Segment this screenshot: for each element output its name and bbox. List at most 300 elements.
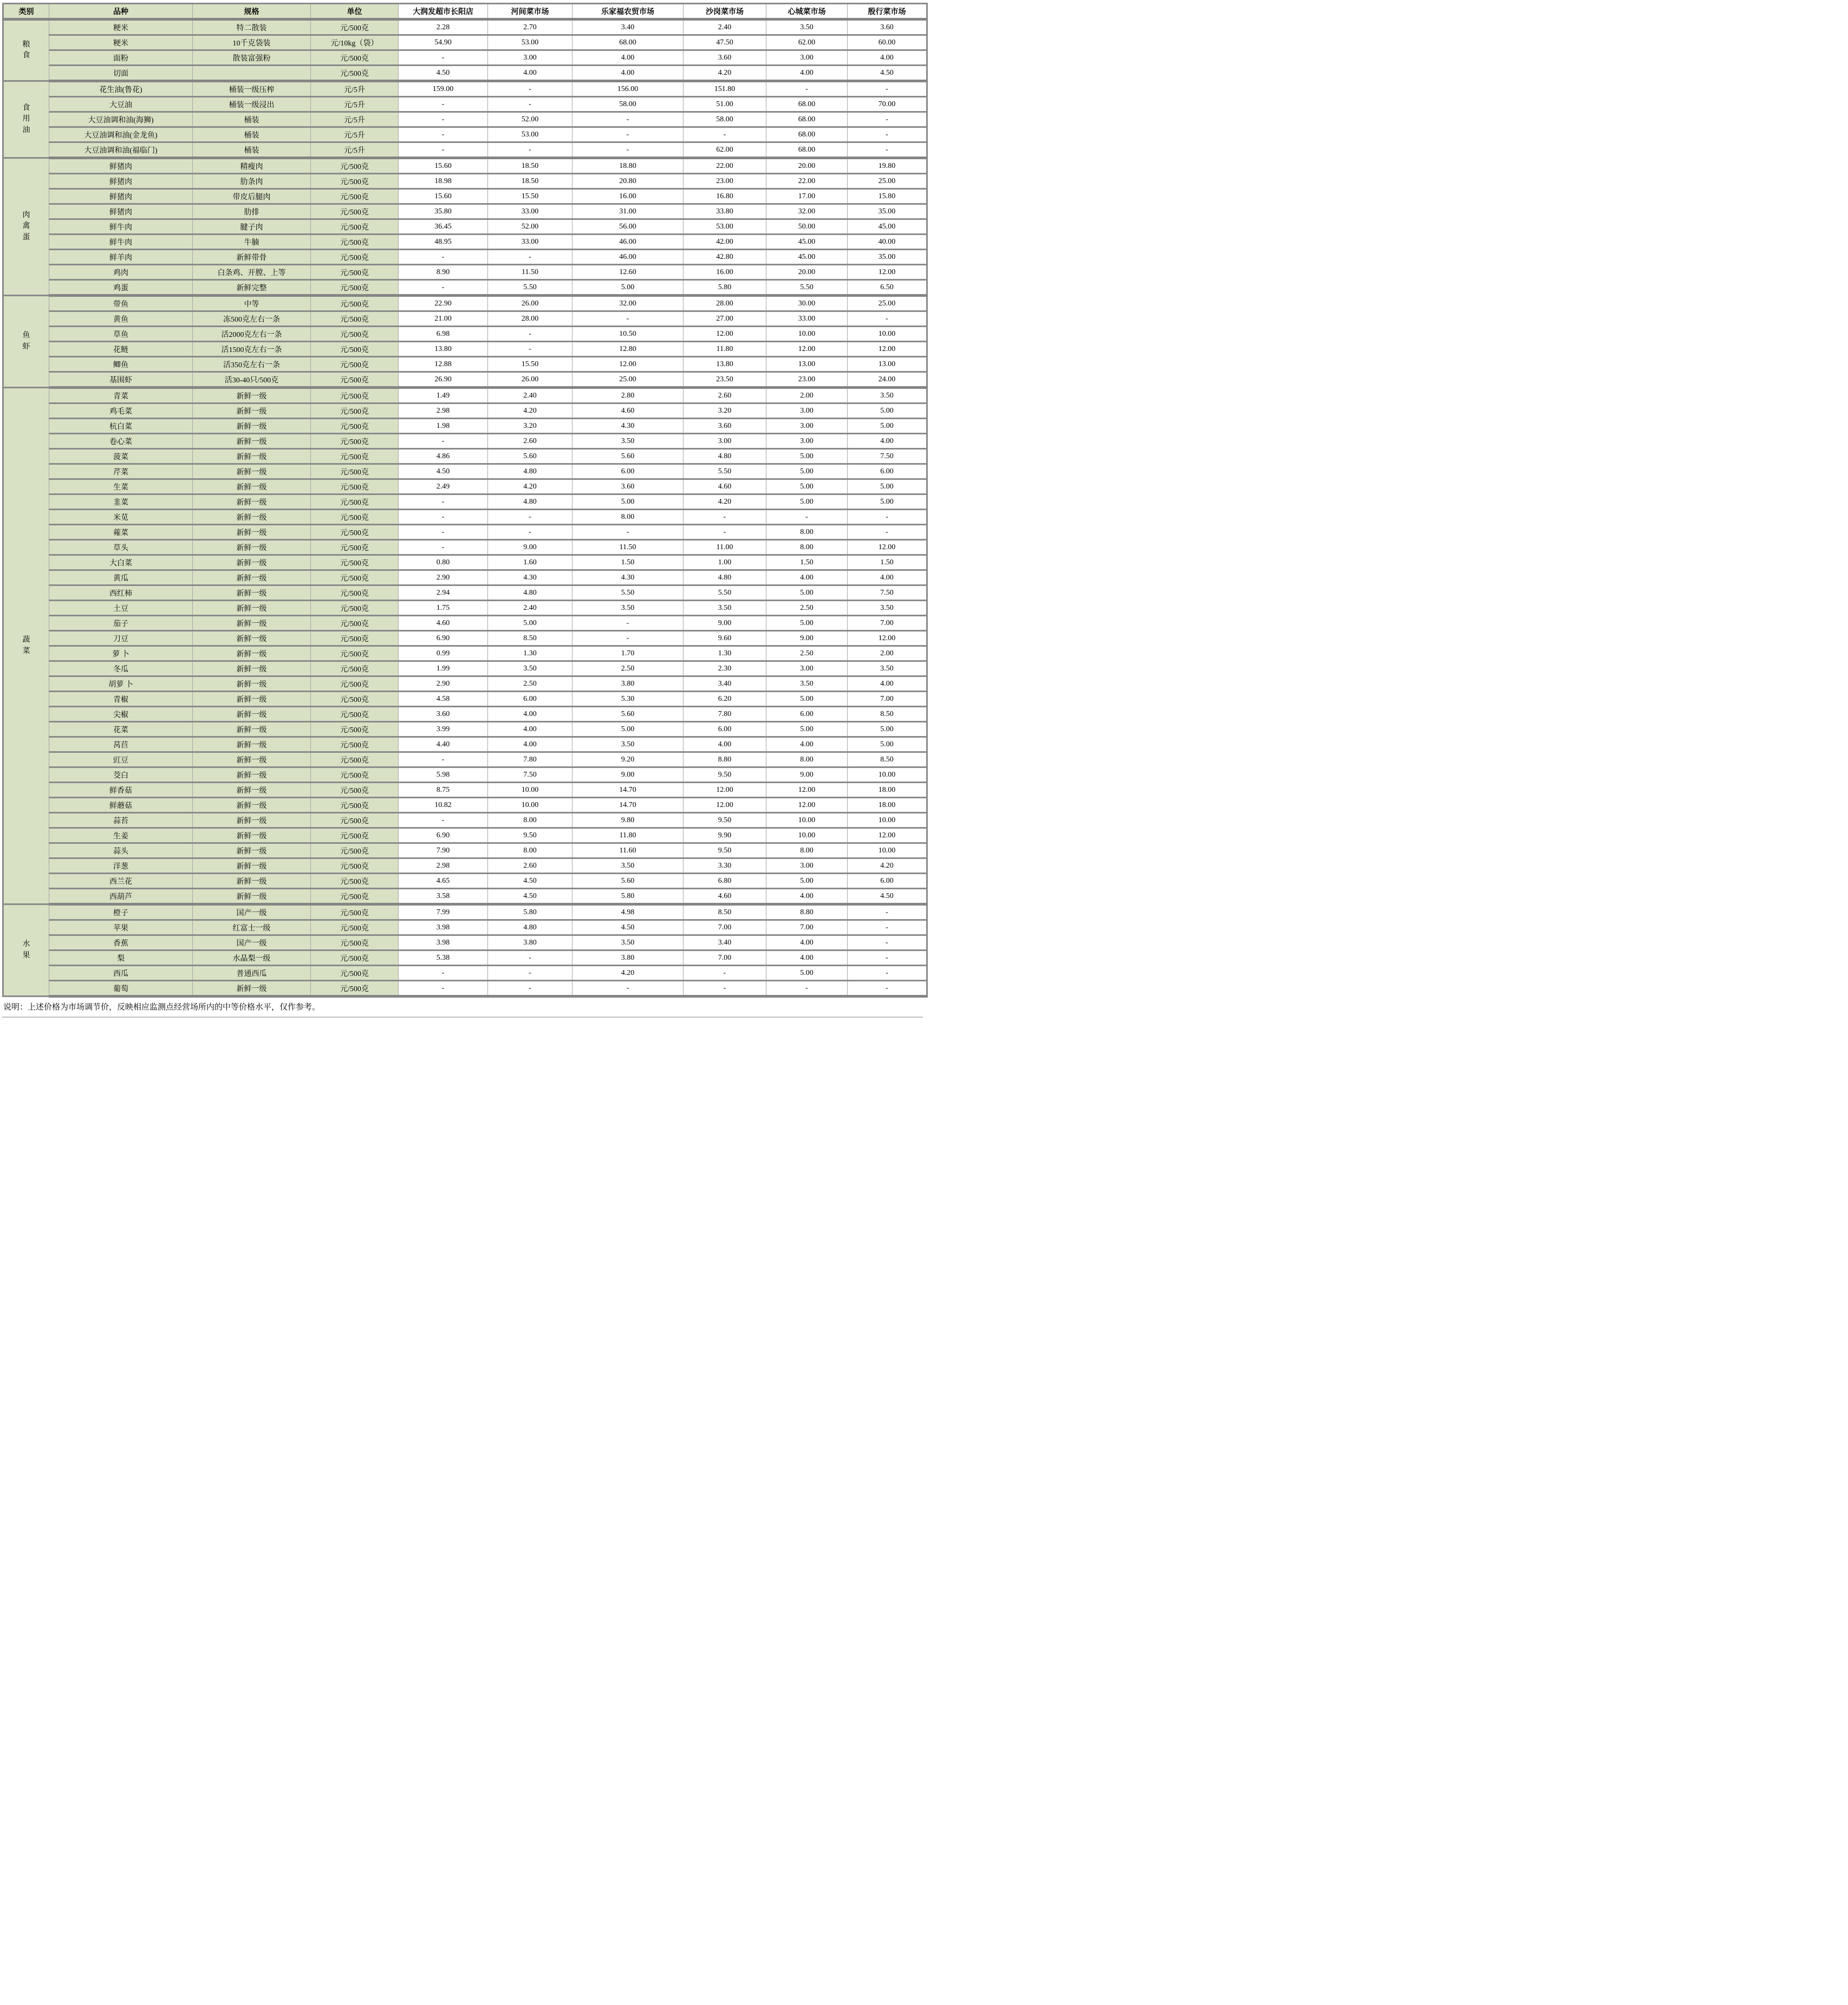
price-cell-market-5: 10.00 bbox=[766, 327, 848, 342]
price-cell-market-4: 5.80 bbox=[684, 280, 766, 296]
table-header-row bbox=[3, 4, 927, 19]
price-cell-market-3: 5.00 bbox=[572, 280, 684, 296]
column-header-10: 殷行菜市场 bbox=[848, 4, 927, 19]
product-cell: 青菜 bbox=[49, 388, 193, 403]
price-cell-market-1: - bbox=[399, 250, 488, 265]
price-cell-market-6: 8.50 bbox=[848, 707, 927, 722]
price-cell-market-6: 10.00 bbox=[848, 767, 927, 783]
spec-cell: 新鲜一级 bbox=[193, 676, 311, 692]
price-cell-market-5: 13.00 bbox=[766, 357, 848, 372]
table-row bbox=[3, 479, 927, 494]
product-cell: 鲜香菇 bbox=[49, 783, 193, 798]
price-cell-market-5: 12.00 bbox=[766, 342, 848, 357]
price-cell-market-2: - bbox=[488, 142, 572, 158]
price-cell-market-6: 5.00 bbox=[848, 494, 927, 510]
table-row bbox=[3, 874, 927, 889]
price-cell-market-5: 4.00 bbox=[766, 737, 848, 752]
unit-cell: 元/500克 bbox=[311, 767, 399, 783]
table-row bbox=[3, 783, 927, 798]
price-cell-market-1: 5.98 bbox=[399, 767, 488, 783]
price-cell-market-6: - bbox=[848, 981, 927, 997]
price-cell-market-6: 12.00 bbox=[848, 828, 927, 843]
table-row bbox=[3, 935, 927, 951]
price-cell-market-1: - bbox=[399, 127, 488, 142]
table-row bbox=[3, 464, 927, 479]
price-cell-market-2: - bbox=[488, 981, 572, 997]
price-cell-market-6: 5.00 bbox=[848, 479, 927, 494]
table-row bbox=[3, 66, 927, 81]
unit-cell: 元/500克 bbox=[311, 479, 399, 494]
price-cell-market-1: 0.99 bbox=[399, 646, 488, 661]
price-cell-market-4: - bbox=[684, 525, 766, 540]
price-cell-market-1: 4.50 bbox=[399, 464, 488, 479]
price-cell-market-2: 5.60 bbox=[488, 449, 572, 464]
price-cell-market-2: 4.80 bbox=[488, 920, 572, 935]
price-cell-market-4: 27.00 bbox=[684, 311, 766, 327]
price-cell-market-3: - bbox=[572, 311, 684, 327]
spec-cell: 新鲜一级 bbox=[193, 737, 311, 752]
unit-cell: 元/500克 bbox=[311, 342, 399, 357]
price-cell-market-4: - bbox=[684, 966, 766, 981]
price-cell-market-6: - bbox=[848, 127, 927, 142]
price-cell-market-2: 52.00 bbox=[488, 112, 572, 127]
price-cell-market-3: 5.60 bbox=[572, 449, 684, 464]
spec-cell: 新鲜一级 bbox=[193, 555, 311, 570]
table-row bbox=[3, 434, 927, 449]
price-cell-market-2: 53.00 bbox=[488, 35, 572, 50]
price-cell-market-4: 7.80 bbox=[684, 707, 766, 722]
unit-cell: 元/5升 bbox=[311, 97, 399, 112]
price-cell-market-1: - bbox=[399, 752, 488, 767]
price-cell-market-5: 9.00 bbox=[766, 631, 848, 646]
table-row bbox=[3, 525, 927, 540]
price-cell-market-4: 7.00 bbox=[684, 920, 766, 935]
unit-cell: 元/500克 bbox=[311, 66, 399, 81]
table-row bbox=[3, 158, 927, 174]
price-cell-market-1: 1.49 bbox=[399, 388, 488, 403]
unit-cell: 元/500克 bbox=[311, 858, 399, 874]
price-cell-market-4: 4.20 bbox=[684, 494, 766, 510]
column-header-1: 类别 bbox=[3, 4, 49, 19]
spec-cell: 新鲜一级 bbox=[193, 692, 311, 707]
price-cell-market-5: 45.00 bbox=[766, 250, 848, 265]
spec-cell: 牛腩 bbox=[193, 235, 311, 250]
price-cell-market-1: 3.98 bbox=[399, 920, 488, 935]
price-cell-market-3: 4.60 bbox=[572, 403, 684, 419]
spec-cell: 新鲜一级 bbox=[193, 828, 311, 843]
price-cell-market-6: 12.00 bbox=[848, 540, 927, 555]
price-cell-market-6: 12.00 bbox=[848, 342, 927, 357]
price-cell-market-5: 2.50 bbox=[766, 646, 848, 661]
price-cell-market-6: 7.50 bbox=[848, 449, 927, 464]
unit-cell: 元/500克 bbox=[311, 510, 399, 525]
price-cell-market-5: 22.00 bbox=[766, 174, 848, 189]
price-cell-market-3: 3.50 bbox=[572, 737, 684, 752]
spec-cell: 新鲜一级 bbox=[193, 783, 311, 798]
price-cell-market-1: 6.98 bbox=[399, 327, 488, 342]
product-cell: 大豆油调和油(福临门) bbox=[49, 142, 193, 158]
price-cell-market-2: 4.80 bbox=[488, 585, 572, 601]
price-cell-market-3: - bbox=[572, 142, 684, 158]
product-cell: 鸡毛菜 bbox=[49, 403, 193, 419]
spec-cell: 新鲜一级 bbox=[193, 434, 311, 449]
price-cell-market-6: 60.00 bbox=[848, 35, 927, 50]
unit-cell: 元/500克 bbox=[311, 874, 399, 889]
price-cell-market-3: 4.30 bbox=[572, 570, 684, 585]
price-cell-market-6: 5.00 bbox=[848, 722, 927, 737]
price-cell-market-6: 6.50 bbox=[848, 280, 927, 296]
price-cell-market-5: - bbox=[766, 81, 848, 97]
spec-cell: 新鲜一级 bbox=[193, 510, 311, 525]
product-cell: 花生油(鲁花) bbox=[49, 81, 193, 97]
price-cell-market-6: 4.00 bbox=[848, 570, 927, 585]
unit-cell: 元/500克 bbox=[311, 540, 399, 555]
price-cell-market-4: - bbox=[684, 510, 766, 525]
category-label: 粮食 bbox=[22, 40, 30, 60]
unit-cell: 元/500克 bbox=[311, 419, 399, 434]
unit-cell: 元/10kg（袋） bbox=[311, 35, 399, 50]
price-cell-market-4: 151.80 bbox=[684, 81, 766, 97]
price-cell-market-5: 3.00 bbox=[766, 419, 848, 434]
price-cell-market-4: 22.00 bbox=[684, 158, 766, 174]
price-cell-market-2: 2.50 bbox=[488, 676, 572, 692]
product-cell: 洋葱 bbox=[49, 858, 193, 874]
price-cell-market-4: 2.60 bbox=[684, 388, 766, 403]
product-cell: 杭白菜 bbox=[49, 419, 193, 434]
price-cell-market-2: 3.20 bbox=[488, 419, 572, 434]
unit-cell: 元/500克 bbox=[311, 174, 399, 189]
price-cell-market-6: 3.50 bbox=[848, 661, 927, 676]
table-row bbox=[3, 585, 927, 601]
price-cell-market-6: 12.00 bbox=[848, 631, 927, 646]
price-cell-market-1: - bbox=[399, 981, 488, 997]
product-cell: 大白菜 bbox=[49, 555, 193, 570]
price-cell-market-1: 4.50 bbox=[399, 66, 488, 81]
product-cell: 青椒 bbox=[49, 692, 193, 707]
price-cell-market-4: 6.20 bbox=[684, 692, 766, 707]
price-cell-market-1: 26.90 bbox=[399, 372, 488, 388]
price-cell-market-1: 7.99 bbox=[399, 904, 488, 920]
price-cell-market-1: 0.80 bbox=[399, 555, 488, 570]
column-header-2: 品种 bbox=[49, 4, 193, 19]
product-cell: 苹果 bbox=[49, 920, 193, 935]
price-report-page bbox=[0, 0, 924, 1018]
table-row bbox=[3, 342, 927, 357]
price-cell-market-5: 30.00 bbox=[766, 296, 848, 311]
product-cell: 花菜 bbox=[49, 722, 193, 737]
price-cell-market-3: 3.80 bbox=[572, 951, 684, 966]
product-cell: 西红柿 bbox=[49, 585, 193, 601]
price-cell-market-4: 9.50 bbox=[684, 767, 766, 783]
price-cell-market-1: 15.60 bbox=[399, 158, 488, 174]
spec-cell: 新鲜一级 bbox=[193, 843, 311, 858]
unit-cell: 元/500克 bbox=[311, 204, 399, 219]
spec-cell: 活2000克左右一条 bbox=[193, 327, 311, 342]
spec-cell: 新鲜一级 bbox=[193, 403, 311, 419]
price-cell-market-4: 5.50 bbox=[684, 585, 766, 601]
price-cell-market-3: 3.80 bbox=[572, 676, 684, 692]
spec-cell: 国产一级 bbox=[193, 904, 311, 920]
price-cell-market-6: 3.50 bbox=[848, 388, 927, 403]
price-cell-market-1: 35.80 bbox=[399, 204, 488, 219]
product-cell: 花鲢 bbox=[49, 342, 193, 357]
unit-cell: 元/500克 bbox=[311, 219, 399, 235]
price-cell-market-5: 5.00 bbox=[766, 966, 848, 981]
price-cell-market-2: 4.00 bbox=[488, 737, 572, 752]
unit-cell: 元/500克 bbox=[311, 235, 399, 250]
price-cell-market-4: 8.80 bbox=[684, 752, 766, 767]
price-cell-market-3: 5.60 bbox=[572, 707, 684, 722]
unit-cell: 元/500克 bbox=[311, 646, 399, 661]
product-cell: 胡萝 卜 bbox=[49, 676, 193, 692]
price-cell-market-3: 68.00 bbox=[572, 35, 684, 50]
price-cell-market-1: - bbox=[399, 540, 488, 555]
spec-cell: 10千克袋装 bbox=[193, 35, 311, 50]
product-cell: 卷心菜 bbox=[49, 434, 193, 449]
price-cell-market-6: 7.00 bbox=[848, 692, 927, 707]
price-cell-market-6: 8.50 bbox=[848, 752, 927, 767]
price-cell-market-4: 16.00 bbox=[684, 265, 766, 280]
spec-cell: 新鲜一级 bbox=[193, 752, 311, 767]
spec-cell: 中等 bbox=[193, 296, 311, 311]
price-cell-market-4: 5.50 bbox=[684, 464, 766, 479]
unit-cell: 元/500克 bbox=[311, 585, 399, 601]
price-cell-market-5: 10.00 bbox=[766, 828, 848, 843]
unit-cell: 元/500克 bbox=[311, 403, 399, 419]
table-row bbox=[3, 798, 927, 813]
unit-cell: 元/500克 bbox=[311, 525, 399, 540]
table-row bbox=[3, 843, 927, 858]
price-cell-market-5: - bbox=[766, 981, 848, 997]
price-cell-market-2: 4.20 bbox=[488, 479, 572, 494]
price-cell-market-3: 14.70 bbox=[572, 783, 684, 798]
spec-cell: 新鲜一级 bbox=[193, 661, 311, 676]
price-cell-market-2: 11.50 bbox=[488, 265, 572, 280]
price-cell-market-6: 25.00 bbox=[848, 174, 927, 189]
price-cell-market-1: 36.45 bbox=[399, 219, 488, 235]
table-row bbox=[3, 813, 927, 828]
price-cell-market-2: 4.50 bbox=[488, 874, 572, 889]
price-cell-market-2: 2.60 bbox=[488, 434, 572, 449]
price-cell-market-1: 6.90 bbox=[399, 631, 488, 646]
price-cell-market-1: - bbox=[399, 525, 488, 540]
unit-cell: 元/500克 bbox=[311, 50, 399, 66]
price-cell-market-5: 45.00 bbox=[766, 235, 848, 250]
table-row bbox=[3, 692, 927, 707]
price-cell-market-4: - bbox=[684, 981, 766, 997]
price-cell-market-6: 45.00 bbox=[848, 219, 927, 235]
spec-cell: 新鲜一级 bbox=[193, 464, 311, 479]
spec-cell: 新鲜一级 bbox=[193, 874, 311, 889]
unit-cell: 元/500克 bbox=[311, 388, 399, 403]
product-cell: 鸡肉 bbox=[49, 265, 193, 280]
price-cell-market-4: 4.60 bbox=[684, 479, 766, 494]
table-row bbox=[3, 510, 927, 525]
category-cell bbox=[3, 388, 49, 904]
column-header-5: 大润发超市长阳店 bbox=[399, 4, 488, 19]
product-cell: 香蕉 bbox=[49, 935, 193, 951]
price-cell-market-5: 5.00 bbox=[766, 722, 848, 737]
price-cell-market-5: 3.00 bbox=[766, 661, 848, 676]
price-cell-market-1: 159.00 bbox=[399, 81, 488, 97]
product-cell: 基围虾 bbox=[49, 372, 193, 388]
price-cell-market-5: 1.50 bbox=[766, 555, 848, 570]
column-header-8: 沙岗菜市场 bbox=[684, 4, 766, 19]
price-cell-market-3: 5.50 bbox=[572, 585, 684, 601]
price-cell-market-1: 3.58 bbox=[399, 889, 488, 904]
spec-cell: 精瘦肉 bbox=[193, 158, 311, 174]
column-header-3: 规格 bbox=[193, 4, 311, 19]
price-cell-market-2: 8.00 bbox=[488, 843, 572, 858]
spec-cell: 新鲜一级 bbox=[193, 707, 311, 722]
table-row bbox=[3, 327, 927, 342]
price-cell-market-4: 13.80 bbox=[684, 357, 766, 372]
price-cell-market-1: 48.95 bbox=[399, 235, 488, 250]
product-cell: 草头 bbox=[49, 540, 193, 555]
price-cell-market-5: 6.00 bbox=[766, 707, 848, 722]
product-cell: 韭菜 bbox=[49, 494, 193, 510]
category-cell bbox=[3, 158, 49, 296]
table-row bbox=[3, 449, 927, 464]
price-cell-market-4: 42.80 bbox=[684, 250, 766, 265]
price-cell-market-4: 4.80 bbox=[684, 449, 766, 464]
price-cell-market-4: 3.00 bbox=[684, 434, 766, 449]
spec-cell: 新鲜带骨 bbox=[193, 250, 311, 265]
spec-cell: 新鲜一级 bbox=[193, 722, 311, 737]
table-row bbox=[3, 388, 927, 403]
price-cell-market-1: 8.90 bbox=[399, 265, 488, 280]
price-cell-market-2: 9.50 bbox=[488, 828, 572, 843]
spec-cell: 带皮后腿肉 bbox=[193, 189, 311, 204]
price-cell-market-4: 7.00 bbox=[684, 951, 766, 966]
price-cell-market-1: 5.38 bbox=[399, 951, 488, 966]
price-cell-market-4: 3.50 bbox=[684, 601, 766, 616]
price-cell-market-6: 5.00 bbox=[848, 403, 927, 419]
product-cell: 西葫芦 bbox=[49, 889, 193, 904]
market-price-table bbox=[2, 3, 928, 998]
table-row bbox=[3, 81, 927, 97]
price-cell-market-5: 5.00 bbox=[766, 692, 848, 707]
price-cell-market-4: 58.00 bbox=[684, 112, 766, 127]
price-cell-market-1: 10.82 bbox=[399, 798, 488, 813]
price-cell-market-4: 51.00 bbox=[684, 97, 766, 112]
unit-cell: 元/500克 bbox=[311, 692, 399, 707]
table-row bbox=[3, 981, 927, 997]
spec-cell: 特二散装 bbox=[193, 19, 311, 35]
price-cell-market-4: 12.00 bbox=[684, 783, 766, 798]
price-cell-market-3: 11.60 bbox=[572, 843, 684, 858]
spec-cell: 红富士一级 bbox=[193, 920, 311, 935]
spec-cell: 新鲜一级 bbox=[193, 419, 311, 434]
price-cell-market-1: 18.98 bbox=[399, 174, 488, 189]
price-cell-market-2: 4.00 bbox=[488, 722, 572, 737]
price-cell-market-3: 3.50 bbox=[572, 434, 684, 449]
product-cell: 生姜 bbox=[49, 828, 193, 843]
price-cell-market-5: 68.00 bbox=[766, 142, 848, 158]
price-cell-market-6: 5.00 bbox=[848, 737, 927, 752]
unit-cell: 元/500克 bbox=[311, 920, 399, 935]
price-cell-market-2: 53.00 bbox=[488, 127, 572, 142]
price-cell-market-1: - bbox=[399, 494, 488, 510]
price-cell-market-6: 4.20 bbox=[848, 858, 927, 874]
column-header-7: 乐家福农贸市场 bbox=[572, 4, 684, 19]
price-cell-market-6: 3.50 bbox=[848, 601, 927, 616]
price-cell-market-5: 3.00 bbox=[766, 50, 848, 66]
price-cell-market-2: 4.00 bbox=[488, 707, 572, 722]
spec-cell: 新鲜一级 bbox=[193, 858, 311, 874]
price-cell-market-3: 31.00 bbox=[572, 204, 684, 219]
price-cell-market-2: 4.80 bbox=[488, 464, 572, 479]
table-row bbox=[3, 767, 927, 783]
product-cell: 豇豆 bbox=[49, 752, 193, 767]
product-cell: 茭白 bbox=[49, 767, 193, 783]
price-cell-market-2: 8.50 bbox=[488, 631, 572, 646]
price-cell-market-3: 56.00 bbox=[572, 219, 684, 235]
unit-cell: 元/500克 bbox=[311, 189, 399, 204]
table-row bbox=[3, 127, 927, 142]
category-cell bbox=[3, 19, 49, 81]
product-cell: 粳米 bbox=[49, 19, 193, 35]
price-cell-market-5: 33.00 bbox=[766, 311, 848, 327]
price-cell-market-4: 33.80 bbox=[684, 204, 766, 219]
price-cell-market-3: 5.30 bbox=[572, 692, 684, 707]
price-cell-market-4: 53.00 bbox=[684, 219, 766, 235]
table-row bbox=[3, 540, 927, 555]
price-cell-market-4: 9.00 bbox=[684, 616, 766, 631]
table-row bbox=[3, 494, 927, 510]
unit-cell: 元/500克 bbox=[311, 798, 399, 813]
price-cell-market-1: 7.90 bbox=[399, 843, 488, 858]
price-cell-market-1: 4.40 bbox=[399, 737, 488, 752]
price-cell-market-3: 3.40 bbox=[572, 19, 684, 35]
price-cell-market-5: 32.00 bbox=[766, 204, 848, 219]
price-cell-market-3: 9.20 bbox=[572, 752, 684, 767]
table-row bbox=[3, 722, 927, 737]
price-cell-market-5: 20.00 bbox=[766, 265, 848, 280]
price-cell-market-1: 2.90 bbox=[399, 570, 488, 585]
unit-cell: 元/500克 bbox=[311, 661, 399, 676]
price-cell-market-5: 4.00 bbox=[766, 935, 848, 951]
price-cell-market-5: 5.00 bbox=[766, 464, 848, 479]
table-row bbox=[3, 631, 927, 646]
product-cell: 菠菜 bbox=[49, 449, 193, 464]
price-cell-market-2: 6.00 bbox=[488, 692, 572, 707]
price-cell-market-5: 9.00 bbox=[766, 767, 848, 783]
spec-cell: 散装富强粉 bbox=[193, 50, 311, 66]
spec-cell: 普通西瓜 bbox=[193, 966, 311, 981]
product-cell: 蒜头 bbox=[49, 843, 193, 858]
price-cell-market-3: 156.00 bbox=[572, 81, 684, 97]
price-cell-market-4: 8.50 bbox=[684, 904, 766, 920]
price-cell-market-2: 3.50 bbox=[488, 661, 572, 676]
table-row bbox=[3, 250, 927, 265]
price-cell-market-4: 11.80 bbox=[684, 342, 766, 357]
price-cell-market-5: 3.50 bbox=[766, 676, 848, 692]
price-cell-market-6: 19.80 bbox=[848, 158, 927, 174]
unit-cell: 元/500克 bbox=[311, 966, 399, 981]
spec-cell: 白条鸡、开膛、上等 bbox=[193, 265, 311, 280]
price-cell-market-3: 9.80 bbox=[572, 813, 684, 828]
price-cell-market-6: 12.00 bbox=[848, 265, 927, 280]
table-row bbox=[3, 112, 927, 127]
price-cell-market-3: - bbox=[572, 981, 684, 997]
unit-cell: 元/500克 bbox=[311, 935, 399, 951]
product-cell: 黄鱼 bbox=[49, 311, 193, 327]
price-cell-market-3: 20.80 bbox=[572, 174, 684, 189]
price-cell-market-6: 7.50 bbox=[848, 585, 927, 601]
price-cell-market-1: 2.28 bbox=[399, 19, 488, 35]
price-cell-market-5: 5.00 bbox=[766, 616, 848, 631]
